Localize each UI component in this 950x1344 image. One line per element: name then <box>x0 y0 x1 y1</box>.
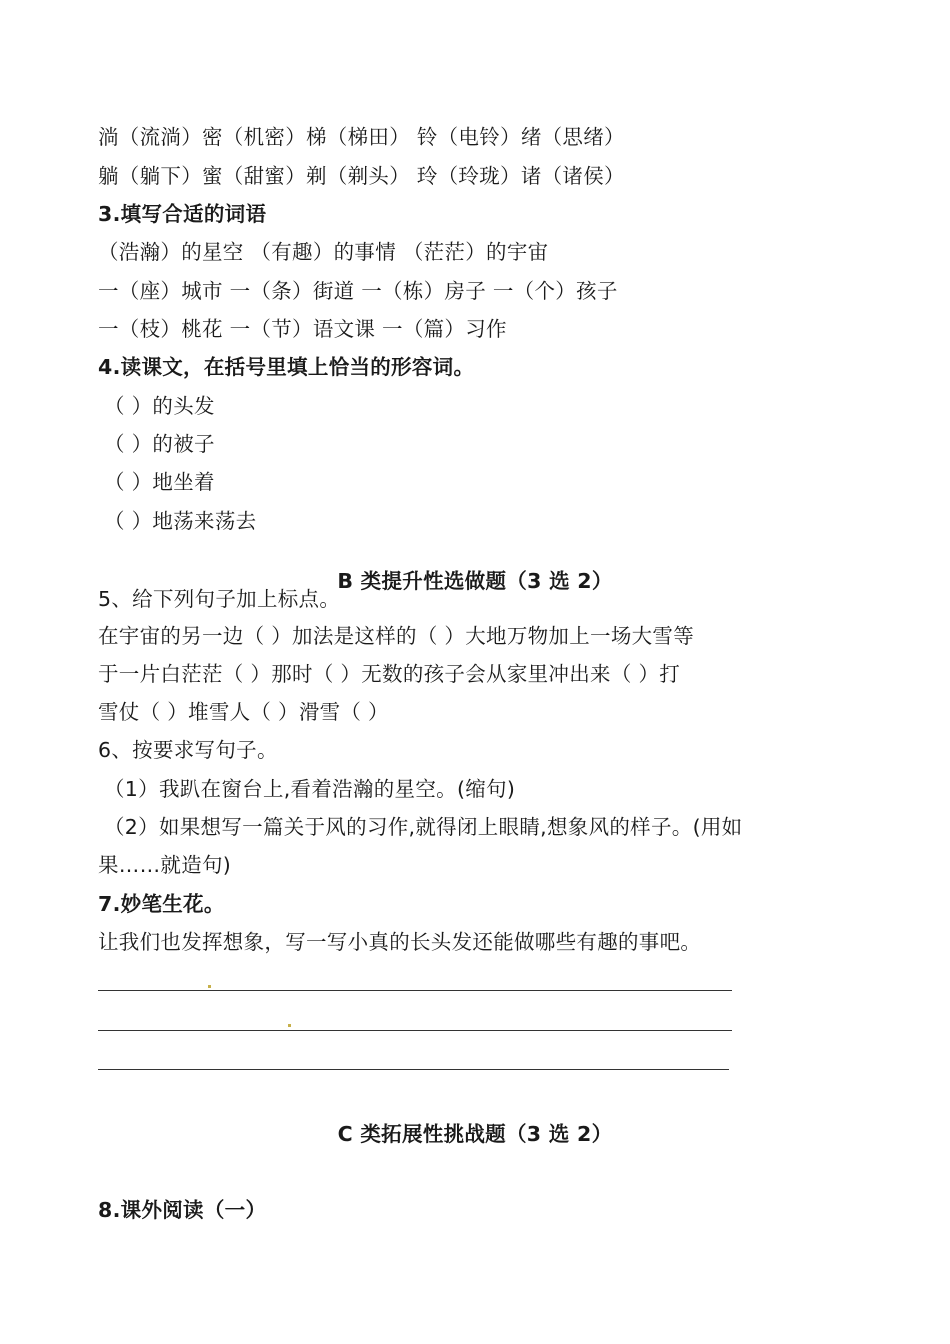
section-c-heading: C 类拓展性挑战题（3 选 2） <box>337 1122 613 1146</box>
q7-prompt: 让我们也发挥想象，写一写小真的长头发还能做哪些有趣的事吧。 <box>98 930 702 954</box>
q4-item-4: （ ）地荡来荡去 <box>104 509 257 533</box>
section-b-heading: B 类提升性选做题（3 选 2） <box>337 569 613 593</box>
q4-item-1: （ ）的头发 <box>104 394 215 418</box>
question-8-title: 8.课外阅读（一） <box>98 1198 267 1222</box>
answer-line-2[interactable] <box>98 1030 732 1031</box>
vocab-line-1: 淌（流淌）密（机密）梯（梯田） 铃（电铃）绪（思绪） <box>98 125 625 149</box>
q3-line-3: 一（枝）桃花 一（节）语文课 一（篇）习作 <box>98 317 507 341</box>
answer-line-1[interactable] <box>98 990 732 991</box>
q6-item-2: （2）如果想写一篇关于风的习作,就得闭上眼睛,想象风的样子。(用如 <box>104 815 743 839</box>
q3-line-2: 一（座）城市 一（条）街道 一（栋）房子 一（个）孩子 <box>98 279 618 303</box>
q6-item-2-cont: 果……就造句) <box>98 853 232 877</box>
decorative-dot <box>208 985 211 988</box>
vocab-line-2: 躺（躺下）蜜（甜蜜）剃（剃头） 玲（玲珑）诸（诸侯） <box>98 164 625 188</box>
q4-item-2: （ ）的被子 <box>104 432 215 456</box>
decorative-dot <box>288 1024 291 1027</box>
question-4-title: 4.读课文，在括号里填上恰当的形容词。 <box>98 355 475 379</box>
question-3-title: 3.填写合适的词语 <box>98 202 267 226</box>
q6-item-1: （1）我趴在窗台上,看着浩瀚的星空。(缩句) <box>104 777 516 801</box>
q3-line-1: （浩瀚）的星空 （有趣）的事情 （茫茫）的宇宙 <box>98 240 549 264</box>
q4-item-3: （ ）地坐着 <box>104 470 215 494</box>
question-6-title: 6、按要求写句子。 <box>98 738 278 762</box>
question-7-title: 7.妙笔生花。 <box>98 892 225 916</box>
q5-line-1: 在宇宙的另一边（ ）加法是这样的（ ）大地万物加上一场大雪等 <box>98 624 695 648</box>
question-5-title: 5、给下列句子加上标点。 <box>98 587 341 611</box>
answer-line-3[interactable] <box>98 1069 729 1070</box>
q5-line-2: 于一片白茫茫（ ）那时（ ）无数的孩子会从家里冲出来（ ）打 <box>98 662 681 686</box>
q5-line-3: 雪仗（ ）堆雪人（ ）滑雪（ ） <box>98 700 389 724</box>
